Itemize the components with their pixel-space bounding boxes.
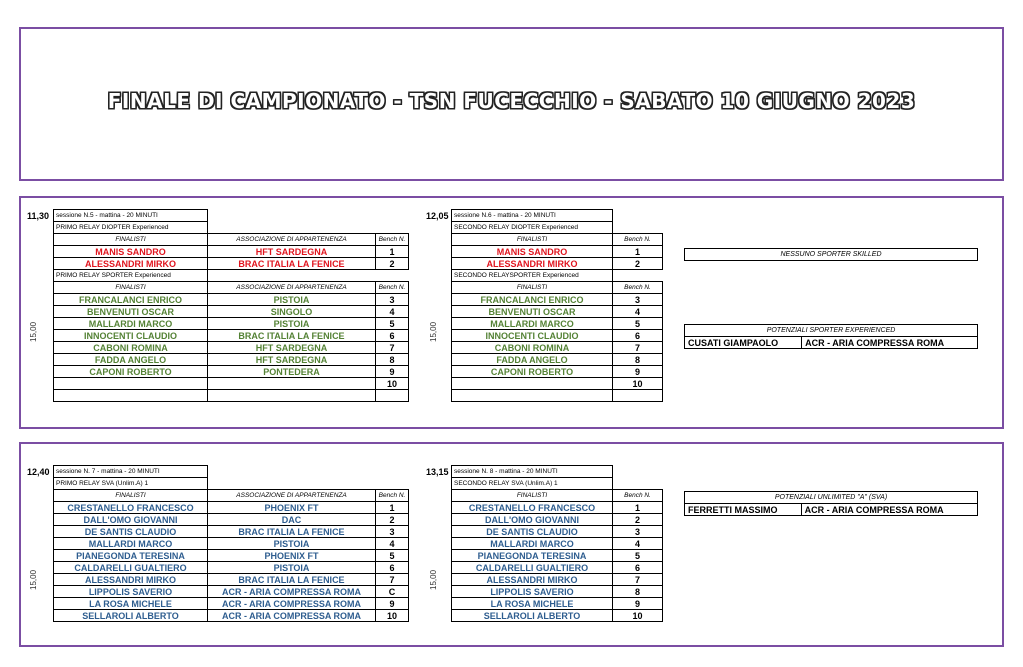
skilled-label: NESSUNO SPORTER SKILLED — [685, 249, 978, 261]
table-row-name: CALDARELLI GUALTIERO — [452, 562, 613, 574]
table-row-name: LIPPOLIS SAVERIO — [452, 586, 613, 598]
header-bench: Bench N. — [376, 234, 409, 246]
table-row-name: BENVENUTI OSCAR — [452, 306, 613, 318]
table-row-asso: HFT SARDEGNA — [208, 246, 376, 258]
header-asso: ASSOCIAZIONE DI APPARTENENZA — [208, 282, 376, 294]
table-row-bench: 3 — [613, 294, 663, 306]
session-time: 11,30 — [27, 211, 50, 221]
side-time-label: 15,00 — [29, 569, 38, 590]
table-row-bench: 8 — [613, 586, 663, 598]
unlimited-title: POTENZIALI UNLIMITED "A" (SVA) — [685, 492, 978, 504]
table-row-bench: 9 — [613, 598, 663, 610]
session-time: 12,05 — [426, 211, 449, 221]
table-row-name: DE SANTIS CLAUDIO — [452, 526, 613, 538]
unlimited-box — [684, 491, 978, 516]
table-row-bench: 7 — [376, 574, 409, 586]
table-row-bench: 2 — [376, 514, 409, 526]
table-row-bench: 1 — [613, 246, 663, 258]
table-row-name: LA ROSA MICHELE — [452, 598, 613, 610]
session-label: sessione N. 7 - mattina - 20 MINUTI — [54, 466, 208, 478]
table-row-bench: 6 — [613, 562, 663, 574]
experienced-box — [684, 324, 978, 349]
table-row-name: PIANEGONDA TERESINA — [54, 550, 208, 562]
table-row-bench: 6 — [376, 330, 409, 342]
table-row-name: SELLAROLI ALBERTO — [452, 610, 613, 622]
table-row-empty — [54, 390, 208, 402]
header-finalisti: FINALISTI — [452, 282, 613, 294]
table-row-name: LA ROSA MICHELE — [54, 598, 208, 610]
table-row-bench: 4 — [376, 306, 409, 318]
table-row-name: CABONI ROMINA — [54, 342, 208, 354]
table-row-asso: ACR - ARIA COMPRESSA ROMA — [208, 598, 376, 610]
table-row-name: MALLARDI MARCO — [452, 538, 613, 550]
side-time-label: 15,00 — [429, 321, 438, 342]
table-row-bench: 8 — [613, 354, 663, 366]
skilled-box — [684, 248, 978, 261]
table-row-name: ALESSANDRI MIRKO — [452, 574, 613, 586]
header-bench: Bench N. — [613, 282, 663, 294]
table-row-bench: 7 — [376, 342, 409, 354]
table-row-name: CAPONI ROBERTO — [452, 366, 613, 378]
table-row-asso: PISTOIA — [208, 538, 376, 550]
experienced-title: POTENZIALI SPORTER EXPERIENCED — [685, 325, 978, 337]
session-8-table — [451, 465, 663, 622]
table-row-bench: 1 — [376, 246, 409, 258]
table-row-bench: 5 — [376, 550, 409, 562]
session-time: 12,40 — [27, 467, 50, 477]
table-row-name: MALLARDI MARCO — [54, 538, 208, 550]
table-row-asso: PISTOIA — [208, 318, 376, 330]
header-asso: ASSOCIAZIONE DI APPARTENENZA — [208, 234, 376, 246]
header-finalisti: FINALISTI — [452, 490, 613, 502]
table-row-name: MALLARDI MARCO — [54, 318, 208, 330]
table-row-bench: 9 — [376, 598, 409, 610]
table-row-asso: PISTOIA — [208, 294, 376, 306]
header-bench: Bench N. — [376, 282, 409, 294]
page-title: FINALE DI CAMPIONATO - TSN FUCECCHIO - SABATO 10 GIUGNO 2023 — [107, 89, 916, 113]
session-time: 13,15 — [426, 467, 449, 477]
table-row-name: CALDARELLI GUALTIERO — [54, 562, 208, 574]
table-row-name: ALESSANDRI MIRKO — [54, 574, 208, 586]
table-row-asso: PHOENIX FT — [208, 550, 376, 562]
table-row-name: LIPPOLIS SAVERIO — [54, 586, 208, 598]
table-row-asso: DAC — [208, 514, 376, 526]
relay-label: PRIMO RELAY SVA (Unlim.A) 1 — [54, 478, 208, 490]
table-row-asso: PHOENIX FT — [208, 502, 376, 514]
table-row-asso: BRAC ITALIA LA FENICE — [208, 258, 376, 270]
header-finalisti: FINALISTI — [54, 490, 208, 502]
relay-label: SECONDO RELAYSPORTER Experienced — [452, 270, 613, 282]
table-row-name: CRESTANELLO FRANCESCO — [54, 502, 208, 514]
session-6-table — [451, 209, 663, 402]
side-time-label: 15,00 — [29, 321, 38, 342]
relay-label: SECONDO RELAY DIOPTER Experienced — [452, 222, 613, 234]
table-row-bench: 9 — [613, 366, 663, 378]
table-row-name: FRANCALANCI ENRICO — [452, 294, 613, 306]
table-row-name: DALL'OMO GIOVANNI — [452, 514, 613, 526]
table-row-name: DALL'OMO GIOVANNI — [54, 514, 208, 526]
header-bench: Bench N. — [613, 234, 663, 246]
table-row-bench: 3 — [376, 526, 409, 538]
table-row-name: ALESSANDRI MIRKO — [452, 258, 613, 270]
table-row-name: MANIS SANDRO — [54, 246, 208, 258]
table-row-name: DE SANTIS CLAUDIO — [54, 526, 208, 538]
table-row-asso: HFT SARDEGNA — [208, 342, 376, 354]
table-row-bench: 6 — [376, 562, 409, 574]
table-row-bench: 4 — [613, 306, 663, 318]
table-row-bench: 2 — [376, 258, 409, 270]
table-row-asso: HFT SARDEGNA — [208, 354, 376, 366]
table-row-bench: 9 — [376, 366, 409, 378]
table-row-name: CRESTANELLO FRANCESCO — [452, 502, 613, 514]
unlimited-asso: ACR - ARIA COMPRESSA ROMA — [801, 504, 977, 516]
table-row-bench: C — [376, 586, 409, 598]
header-asso: ASSOCIAZIONE DI APPARTENENZA — [208, 490, 376, 502]
table-row-asso: SINGOLO — [208, 306, 376, 318]
table-row-bench: 3 — [613, 526, 663, 538]
table-row-name: ALESSANDRI MIRKO — [54, 258, 208, 270]
table-row-bench: 7 — [613, 342, 663, 354]
table-row-name: FRANCALANCI ENRICO — [54, 294, 208, 306]
session-5-table — [53, 209, 409, 402]
table-row-name: FADDA ANGELO — [452, 354, 613, 366]
table-row-asso: BRAC ITALIA LA FENICE — [208, 330, 376, 342]
table-row-asso: BRAC ITALIA LA FENICE — [208, 526, 376, 538]
header-finalisti: FINALISTI — [452, 234, 613, 246]
table-row-bench: 2 — [613, 514, 663, 526]
table-row-name: FADDA ANGELO — [54, 354, 208, 366]
session-7-table — [53, 465, 409, 622]
table-row-asso: ACR - ARIA COMPRESSA ROMA — [208, 586, 376, 598]
table-row-bench: 10 — [376, 378, 409, 390]
table-row-name: MANIS SANDRO — [452, 246, 613, 258]
table-row-bench: 10 — [376, 610, 409, 622]
table-row-name: BENVENUTI OSCAR — [54, 306, 208, 318]
title-frame — [19, 27, 1004, 181]
table-row-asso: PISTOIA — [208, 562, 376, 574]
relay-label: PRIMO RELAY DIOPTER Experienced — [54, 222, 208, 234]
table-row-bench: 5 — [613, 550, 663, 562]
table-row-name: CABONI ROMINA — [452, 342, 613, 354]
session-label: sessione N.6 - mattina - 20 MINUTI — [452, 210, 613, 222]
side-time-label: 15,00 — [429, 569, 438, 590]
table-row-name — [54, 378, 208, 390]
relay-label: SECONDO RELAY SVA (Unlim.A) 1 — [452, 478, 613, 490]
table-row-asso: BRAC ITALIA LA FENICE — [208, 574, 376, 586]
table-row-bench: 4 — [376, 538, 409, 550]
session-label: sessione N. 8 - mattina - 20 MINUTI — [452, 466, 613, 478]
table-row-empty — [452, 390, 613, 402]
table-row-name: SELLAROLI ALBERTO — [54, 610, 208, 622]
table-row-asso: PONTEDERA — [208, 366, 376, 378]
table-row-bench: 5 — [376, 318, 409, 330]
unlimited-name: FERRETTI MASSIMO — [685, 504, 802, 516]
table-row-name — [452, 378, 613, 390]
table-row-bench: 4 — [613, 538, 663, 550]
table-row-bench: 10 — [613, 378, 663, 390]
experienced-asso: ACR - ARIA COMPRESSA ROMA — [802, 337, 978, 349]
table-row-asso: ACR - ARIA COMPRESSA ROMA — [208, 610, 376, 622]
experienced-name: CUSATI GIAMPAOLO — [685, 337, 802, 349]
header-bench: Bench N. — [613, 490, 663, 502]
table-row-name: INNOCENTI CLAUDIO — [54, 330, 208, 342]
table-row-bench: 5 — [613, 318, 663, 330]
table-row-bench: 7 — [613, 574, 663, 586]
table-row-bench: 1 — [376, 502, 409, 514]
table-row-asso — [208, 378, 376, 390]
table-row-bench: 3 — [376, 294, 409, 306]
session-label: sessione N.5 - mattina - 20 MINUTI — [54, 210, 208, 222]
table-row-bench: 10 — [613, 610, 663, 622]
table-row-bench: 8 — [376, 354, 409, 366]
relay-label: PRIMO RELAY SPORTER Experienced — [54, 270, 208, 282]
table-row-name: PIANEGONDA TERESINA — [452, 550, 613, 562]
header-bench: Bench N. — [376, 490, 409, 502]
header-finalisti: FINALISTI — [54, 234, 208, 246]
table-row-bench: 1 — [613, 502, 663, 514]
header-finalisti: FINALISTI — [54, 282, 208, 294]
table-row-name: MALLARDI MARCO — [452, 318, 613, 330]
table-row-name: CAPONI ROBERTO — [54, 366, 208, 378]
table-row-name: INNOCENTI CLAUDIO — [452, 330, 613, 342]
table-row-bench: 6 — [613, 330, 663, 342]
table-row-bench: 2 — [613, 258, 663, 270]
